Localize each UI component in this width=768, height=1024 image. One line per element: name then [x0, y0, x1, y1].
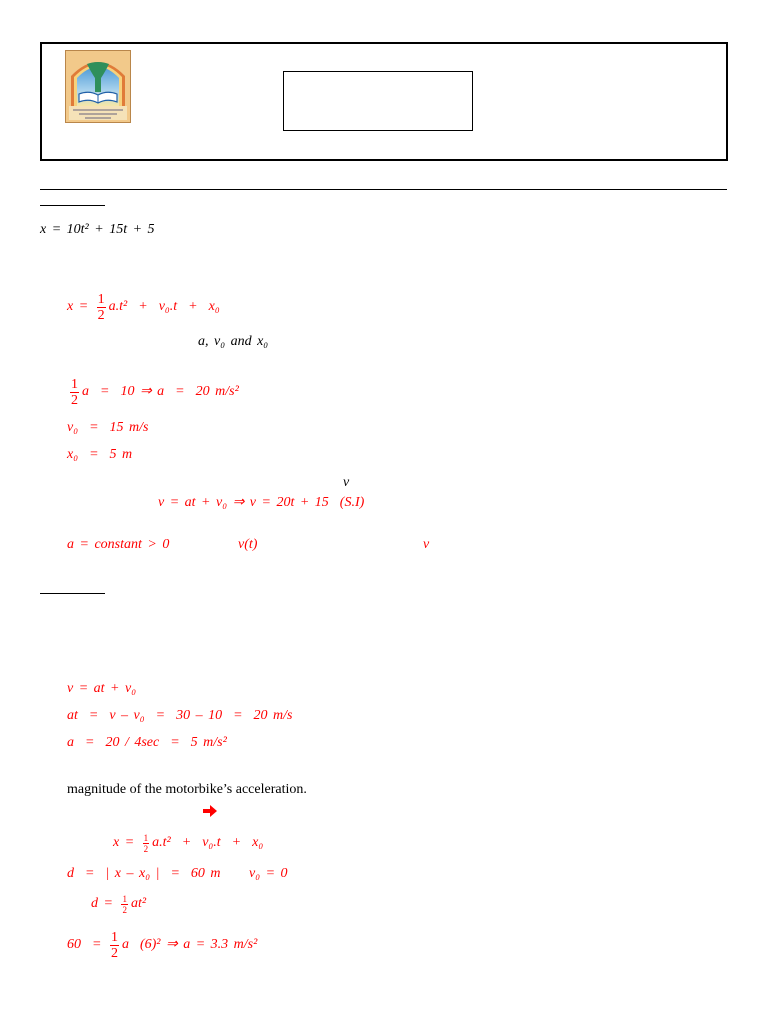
fraction-half — [121, 894, 128, 915]
velocity-formula: v = at + v₀ — [67, 681, 137, 696]
question-text: magnitude of the motorbike’s acceleration. — [67, 782, 307, 797]
fraction-numerator: 1 — [71, 376, 78, 392]
velocity-symbol-conclusion: v — [423, 537, 430, 552]
displacement-equation: d = | x – x₀ | = 60 m — [67, 866, 221, 881]
velocity-equation: v = at + v₀ ⇒ v = 20t + 15 (S.I) — [158, 495, 365, 510]
header-rule — [40, 189, 727, 190]
fraction-denominator: 2 — [71, 392, 78, 408]
equation-rhs: a = 10 ⇒ a = 20 m/s² — [82, 384, 239, 399]
fraction-half — [110, 930, 119, 961]
fraction-half — [70, 377, 79, 408]
fraction-half — [97, 292, 106, 323]
initial-velocity: v₀ = 15 m/s — [67, 420, 149, 435]
fraction-numerator: 1 — [143, 832, 149, 843]
equation-rhs: at² — [130, 896, 147, 911]
unknowns-label: a, v₀ and x₀ — [198, 334, 269, 349]
school-crest-logo — [65, 50, 131, 123]
fraction-numerator: 1 — [97, 291, 105, 307]
equation-lhs: x = — [113, 835, 140, 850]
fraction-denominator: 2 — [97, 307, 105, 323]
displacement-formula — [91, 892, 146, 916]
at-step: at = v – v₀ = 30 – 10 = 20 m/s — [67, 708, 293, 723]
general-position-equation — [67, 290, 220, 324]
fraction-half — [143, 833, 150, 854]
velocity-function: v(t) — [238, 537, 258, 552]
title-box — [283, 71, 473, 131]
fraction-denominator: 2 — [143, 843, 149, 854]
equation-lhs: d = — [91, 896, 119, 911]
position-equation — [113, 831, 263, 855]
fraction-numerator: 1 — [110, 929, 118, 945]
initial-position: x₀ = 5 m — [67, 447, 133, 462]
velocity-symbol: v — [343, 475, 350, 490]
acceleration-condition: a = constant > 0 — [67, 537, 170, 552]
acceleration-step — [67, 375, 239, 409]
fraction-denominator: 2 — [122, 904, 127, 915]
fraction-denominator: 2 — [110, 945, 118, 961]
section-underline-2 — [40, 593, 105, 594]
logo-icon — [65, 50, 131, 123]
acceleration-result: a = 20 / 4sec = 5 m/s² — [67, 735, 227, 750]
right-arrow-icon — [203, 804, 217, 816]
equation-rhs: a.t² + v₀.t + x₀ — [152, 835, 264, 850]
section-underline-1 — [40, 205, 105, 206]
final-acceleration-step — [67, 928, 257, 962]
equation-lhs: x = — [67, 299, 94, 314]
initial-velocity-zero: v₀ = 0 — [249, 866, 288, 881]
equation-rhs: a.t² + v₀.t + x₀ — [108, 299, 220, 314]
given-equation: x = 10t² + 15t + 5 — [40, 222, 155, 237]
fraction-numerator: 1 — [122, 893, 127, 904]
equation-lhs: 60 = — [67, 937, 107, 952]
equation-rhs: a (6)² ⇒ a = 3.3 m/s² — [121, 937, 258, 952]
